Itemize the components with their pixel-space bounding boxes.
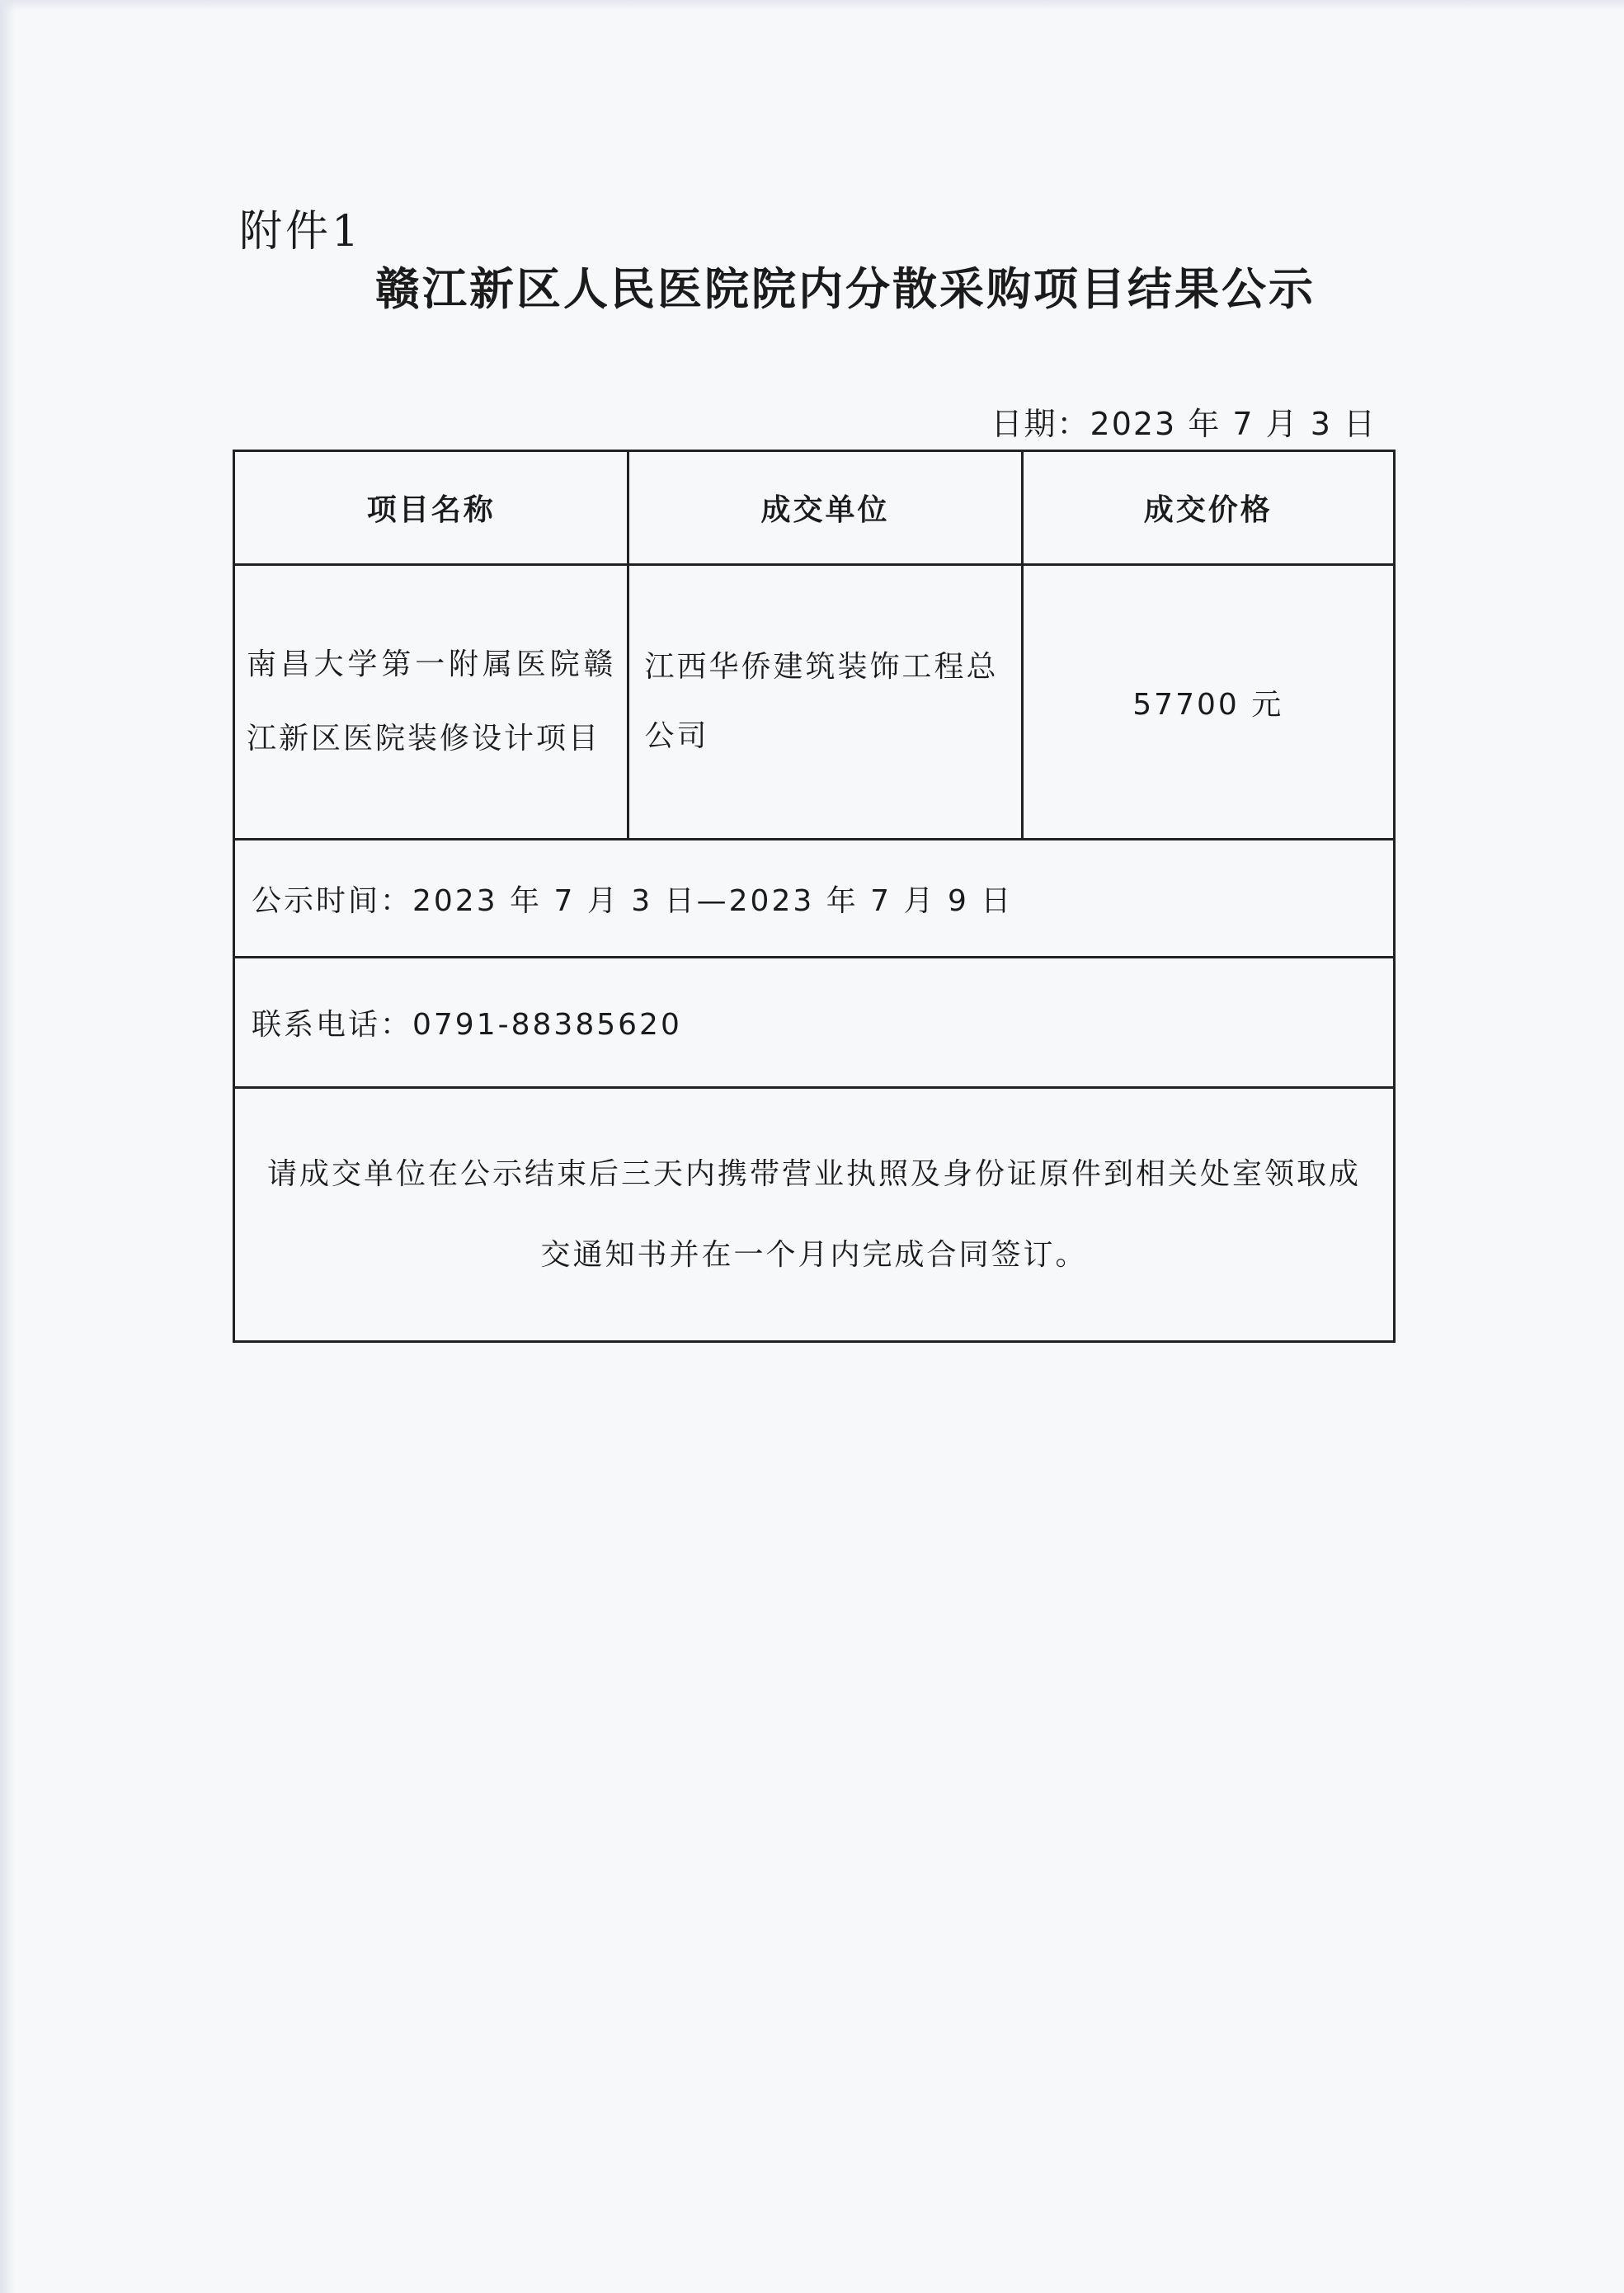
header-winning-unit: 成交单位 xyxy=(628,451,1022,565)
document-date: 日期：2023 年 7 月 3 日 xyxy=(991,406,1377,442)
cell-deal-price: 57700 元 xyxy=(1022,565,1395,840)
table-row xyxy=(234,565,1395,840)
contact-phone: 联系电话：0791-88385620 xyxy=(234,958,1395,1088)
attachment-label: 附件1 xyxy=(239,207,363,257)
notice-text: 请成交单位在公示结束后三天内携带营业执照及身份证原件到相关处室领取成交通知书并在一个月内完成合同签订。 xyxy=(234,1088,1395,1342)
document-title: 赣江新区人民医院院内分散采购项目结果公示 xyxy=(375,263,1316,315)
scan-top-edge xyxy=(0,0,1624,12)
header-deal-price: 成交价格 xyxy=(1022,451,1395,565)
contact-row xyxy=(234,958,1395,1088)
publicity-period-row xyxy=(234,840,1395,958)
cell-project-name: 南昌大学第一附属医院赣江新区医院装修设计项目 xyxy=(234,565,628,840)
scan-left-edge xyxy=(0,0,15,2293)
header-project-name: 项目名称 xyxy=(234,451,628,565)
notice-row xyxy=(234,1088,1395,1342)
publicity-period: 公示时间：2023 年 7 月 3 日—2023 年 7 月 9 日 xyxy=(234,840,1395,958)
result-table xyxy=(233,450,1396,1343)
cell-winning-unit: 江西华侨建筑装饰工程总公司 xyxy=(628,565,1022,840)
table-header-row xyxy=(234,451,1395,565)
